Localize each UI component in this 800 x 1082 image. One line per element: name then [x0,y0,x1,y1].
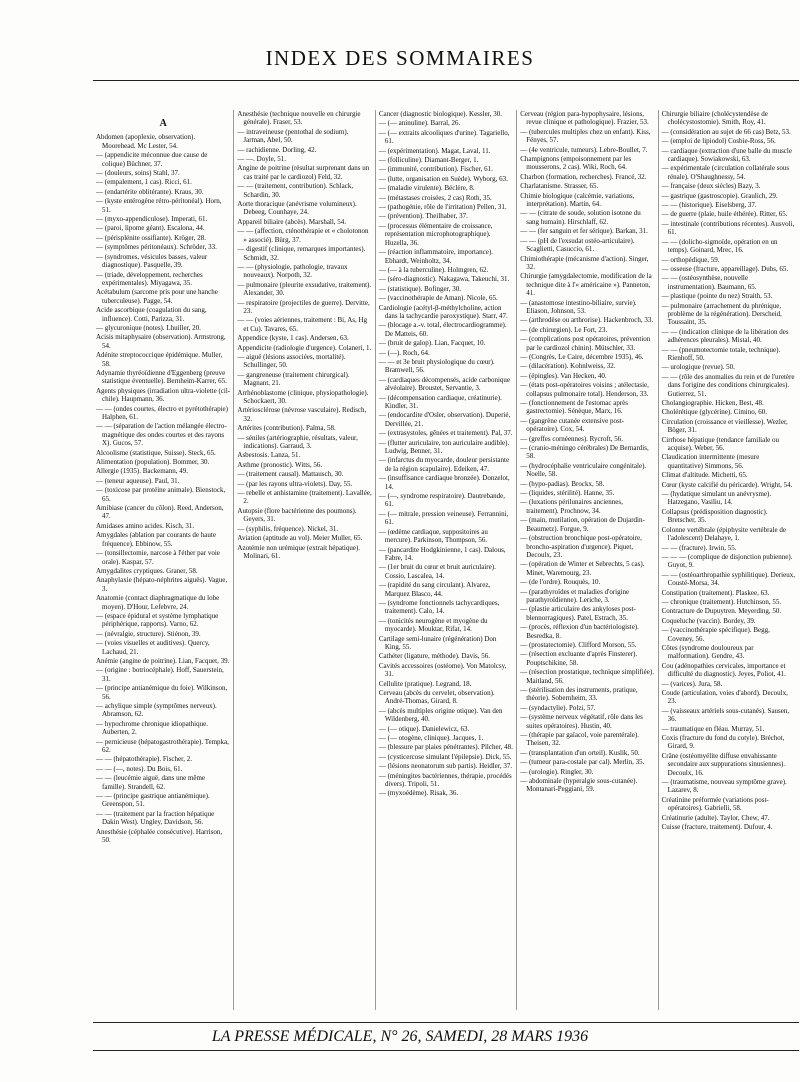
index-entry: Anémie (angine de poitrine). Lian, Facquet, 39. [96,656,230,665]
index-entry: — (liquides, stérilité). Hanne, 35. [520,489,615,498]
index-entry: — aiguë (lésions associées, mortalité). Schullinger, 50. [237,352,346,370]
index-entry: — (épingles). Van Hecken, 40. [520,371,607,380]
index-entry: — (— extraits alcooliques d'urine). Tagariello, 61. [378,128,510,146]
index-entry: — (triade, développement, recherches expérimentales). Miyagawa, 35. [96,270,203,287]
index-entry: — (infarctus du myocarde, douleur persistante de la région scapulaire). Edeiken, 47. [378,456,510,473]
index-entry: Aorte thoracique (anévrisme volumineux). Debeeg, Counhaye, 24. [237,200,357,217]
index-entry: Coxis (fracture du fond du cotyle). Bréchot, Girard, 9. [661,734,785,751]
index-entry: — (périsplénite ossifiante). Kröger, 28. [96,233,206,242]
index-entry: Anesthésie (céphalée consécutive). Harrison, 50. [96,827,223,845]
index-entry: — (symptômes péritonéaux). Schröder, 33. [96,243,217,252]
index-entry: — — (dolicho-sigmoïde, opération en un temps). Goinard, Mrec, 16. [661,237,778,255]
index-entry: — (urologie). Ringler, 30. [520,767,594,776]
index-entry: — (varices). Jura, 58. [661,679,723,688]
index-entry: Angine de poitrine (résultat surprenant dans un cas traité par le cardiozol) Feld, 32. [237,164,370,181]
index-entry: Acétabulum (sarcome pris pour une hanche tuberculeuse). Pagge, 54. [96,288,218,305]
index-entry: — — (voies aériennes, traitement : Bi, As, Hg et Cu). Tavares, 65. [237,316,368,333]
index-entry: — — (pH de l'exsudat ostéo-articulaire). Scaglietti, Casuccio, 61. [520,236,635,254]
index-entry: — (anastomose intestino-biliaire, survie). Eliason, Johnson, 53. [520,298,637,315]
index-entry: — (dilacération). Kohnlweiss, 32. [520,362,616,371]
index-entry: — (hypo-padias). Brockx, 58. [520,479,605,488]
index-entry: — (— mitrale, pression veineuse). Ferrannini, 61. [378,509,509,527]
index-entry: — osseuse (fracture, appareillage). Dubs, 65. [661,264,789,273]
index-entry: Chirurgie (amygdalectomie, modification de la technique dite à l'« américaine »). Panneton, 41. [520,272,652,298]
index-entry: — — (rôle des anomalies du rein et de l'uretère dans l'origine des conditions chirurgicales). Gutierrez, 51. [661,372,795,398]
index-entry: — (main, mutilation, opération de Dujardin-Beaumetz). Forgue, 9. [520,516,645,533]
index-entry: — (— otique). Danielewicz, 63. [378,724,470,733]
index-entry: Adénite streptococcique épidémique. Muller, 58. [96,351,223,368]
index-entry: — intestinale (contributions récentes). Ausvoli, 61. [661,219,795,237]
index-entry: — (obstruction bronchique post-opératoire, broncho-aspiration d'urgence). Piquet, Decoulx, 23. [520,534,642,559]
index-entry: Alcoolisme (statistique, Suisse). Steck, 65. [96,448,216,457]
index-entry: — (principe antianémique du foie). Wilkinson, 56. [96,684,228,701]
index-entry: — séniles (artériographie, résultats, valeur, indications). Garraud, 3. [237,433,358,451]
index-entry: — (transplantation d'un orteil). Kuslik, 50. [520,748,640,757]
index-entry: Cholérétique (glycérine). Cimino, 60. [661,408,767,417]
index-entry: Arrhénoblastome (clinique, physiopathologie). Schockaert, 30. [237,388,369,405]
index-entry: Créatinurie (adulte). Taylor, Chew, 47. [661,813,770,822]
index-entry: — (méningites bactériennes, thérapie, procédés divers). Tripoli, 51. [378,771,512,789]
index-column [516,110,657,1010]
index-entry: Coude (articulation, voies d'abord). Decoulx, 23. [661,689,788,706]
index-entry: — (4e ventricule, tumeurs). Lebre-Boullet, 7. [520,145,648,154]
index-entry: — (fonctionnement de l'estomac après gastrectomie). Sénèque, Marx, 16. [520,399,628,416]
index-entry: Coqueluche (vaccin). Bordey, 39. [661,616,756,625]
index-entry: — (prévention). Theilhaber, 37. [378,212,468,221]
index-entry: Cirrhose hépatique (tendance familiale ou acquise). Weber, 56. [661,435,780,453]
index-entry: — (considération au sujet de 66 cas) Betz, 53. [661,127,791,136]
index-entry: — (hydrocéphalie ventriculaire congénitale). Noelle, 58. [520,461,647,479]
index-entry: Appendice (kyste, 1 cas). Andersen, 63. [237,334,349,343]
index-entry: — — (pneumotectomie totale, technique). Rienhoff, 50. [661,345,781,362]
index-entry: — (séro-diagnostic). Nakagawa, Takeuchi, 31. [378,275,510,284]
index-entry: — pulmonaire (pleurite exsudative, traitement). Alexander, 30. [237,280,372,298]
index-entry: Cancer (diagnostic biologique). Kessler, 30. [378,110,502,118]
index-entry: — (procès, réflexion d'un bactériologiste). Besredka, 8. [520,623,639,640]
index-entry: Aviation (aptitude au vol). Meier Muller, 65. [237,534,363,543]
index-entry: — (—). Roch, 64. [378,348,430,357]
index-entry: — (système nerveux végétatif, rôle dans les suites opératoires). Hustin, 40. [520,713,643,730]
index-entry: Asbestosis. Lanza, 51. [237,451,301,460]
index-entry: — (traumatisme, nouveau symptôme grave). Lazarev, 8. [661,778,787,795]
index-entry: — (folliculine). Diamant-Berger, 1. [378,156,479,165]
index-entry: — (blocage a.-v. total, électrocardiogramme). De Matteis, 60. [378,321,507,338]
index-entry: — expérimentale (circulation collatérale sous rénale). O'Shaughnessy, 54. [661,164,790,181]
index-entry: — (résection excluante d'après Finsterer). Pouptschikine, 58. [520,650,638,667]
index-entry: — (espace épidural et système lymphatique périphérique, rapports). Varno, 62. [96,611,219,629]
index-entry: — (—, syndrome respiratoire). Dautrebande, 61. [378,492,505,509]
index-entry: — rachidienne. Dorling, 42. [237,145,317,154]
index-entry: — — (leucémie aiguë, dans une même famille). Strandell, 62. [96,774,206,791]
index-entry: — — — (complique de disjonction pubienne). Guyot, 9. [661,552,793,570]
index-entry: Cathéter (ligature, méthode). Davis, 56. [378,652,490,661]
index-entry: — (1er bruit du cœur et bruit auriculaire). Cossio, Lascalea, 14. [378,563,496,580]
index-entry: — (paroi, lipome géant). Escalona, 44. [96,224,205,233]
index-entry: Cerveau (abcès du cervelet, observation). André-Thomas, Girard, 8. [378,689,495,706]
index-entry: — (pathogénie, rôle de l'irritation) Pellen, 31. [378,203,507,212]
index-entry: — (cranio-méningo cérébrales) De Bernardis, 58. [520,444,649,461]
index-entry: — abdominale (hyperalgie sous-cutanée). Montanari-Peggiani, 59. [520,777,638,794]
index-entry: — (métastases croisées, 2 cas) Roth, 35. [378,193,492,202]
index-entry: Cholangiographie. Hicken, Best, 48. [661,399,764,407]
index-entry: — (myxoédème). Risak, 36. [378,789,459,798]
index-entry: — (endocardite d'Osler, observation). Duperié, Dervillée, 21. [378,411,511,428]
index-entry: Azotémie non urémique (extrait hépatique). Molinari, 61. [237,543,361,560]
index-entry: — (greffes cornéennes). Rycroft, 56. [520,434,624,443]
index-entry: Autopsie (flore bactérienne des poumons). Geyers, 31. [237,506,357,524]
index-entry: — pernicieuse (hépatogastrothérapie). Tempka, 62. [96,737,229,755]
index-entry: — (rapidité du sang circulant). Alvarez, Marquez Blasco, 44. [378,581,491,598]
index-entry: Cœur (kyste calcifié du péricarde). Wright, 54. [661,480,793,489]
index-entry: — (hydatique simulant un anévrysme). Hatzegano, Vasiliu, 14. [661,490,772,507]
index-entry: — (immunité, contribution). Fischer, 61. [378,165,493,174]
index-entry: — (de l'ordre). Rouquès, 10. [520,578,601,587]
index-entry: Amidases amino acides. Kisch, 31. [96,521,195,530]
index-entry: Climat d'altitude. Michetti, 65. [661,471,748,480]
index-entry: — cardiaque (extraction d'une balle du muscle cardiaque). Sowiakowski, 63. [661,146,792,164]
index-entry: Charbon (formation, recherches). Francé, 32. [520,172,647,181]
footer-caption: LA PRESSE MÉDICALE, N° 26, SAMEDI, 28 MARS 1936 [211,1028,589,1045]
index-entry: Cellulite (pratique). Legrand, 18. [378,679,472,688]
index-entry: — (flutter auriculaire, ton auriculaire audible). Ludwig, Benner, 31. [378,438,510,456]
index-entry: — (lutte, organisation en Suède). Wyborg, 63. [378,174,508,183]
index-entry: Anatomie (contact diaphragmatique du lobe moyen). D'Hour, Lefebvre, 24. [96,594,220,611]
index-entry: — (appendicite méconnue due cause de colique) Büchner, 37. [96,151,208,168]
index-entry: — (blessure par plaies pénétrantes). Pilcher, 48. [378,743,513,752]
index-entry: — — (ondes courtes, électro et pyrétothérapie) Halphen, 61. [96,404,228,421]
index-entry: Abdomen (apoplexie, observation). Moorehead. Mc Lester, 54. [96,133,196,150]
index-entry: — — (citrate de soude, solution isotone du sang humain). Hirschlaff, 62. [520,209,641,226]
index-entry: Champignons (empoisonnement par les mousserons, 2 cas). Wiki, Roch, 64. [520,155,632,172]
index-entry: Asthme (pronostic). Witts, 56. [237,460,323,469]
index-entry: — (expérimentation). Magat, Laval, 11. [378,146,491,155]
index-entry: — (traitement causal). Mattausch, 30. [237,470,344,479]
index-entry: — (syndromes, vésicules basses, valeur diagnostique). Pasquelle, 39. [96,252,208,270]
index-entry: — (extrasystoles, gênées et traitement). Pal, 37. [378,429,513,438]
index-entry: Chirurgie biliaire (cholécystendèse de cholécystostomie). Smith, Roy, 41. [661,110,768,127]
index-entry: — (gangrène cutanée extensive post-opératoire). Cox, 54. [520,416,625,434]
index-entry: — intraveineuse (pentothal de sodium). Jarman, Abel, 50. [237,127,349,145]
index-entry: — digestif (clinique, remarques importantes). Schmidt, 32. [237,245,366,262]
index-entry: — (processus élémentaire de croissance, représentation microphotographique). Huzella, 36. [378,221,493,247]
index-entry: Amygdales (ablation par courants de haute fréquence). Ebbinow, 55. [96,531,216,548]
index-entry: — plastique (pointe du nez) Straith, 53. [661,292,773,301]
index-entry: — (décompensation cardiaque, créatinurie). Kindler, 31. [378,393,502,410]
index-entry: — orthopédique, 59. [661,255,720,264]
index-columns [93,110,799,1010]
index-entry: Côtes (syndrome douloureux par malformation). Gendre, 43. [661,643,754,661]
index-entry: — —. Doyle, 51. [237,155,287,164]
index-entry: — (de chirurgien). Le Fort, 23. [520,325,608,334]
index-entry: Cartilage semi-lunaire (régénération) Don King, 55. [378,634,497,651]
index-entry: — (cysticercose simulant l'épilepsie). Dick, 55. [378,752,512,761]
index-entry: — (prostatectomie). Clifford Morson, 55. [520,640,637,649]
index-entry: — (empalement, 1 cas). Ricci, 61. [96,178,192,187]
index-entry: Appareil biliaire (abcès). Marshall, 54. [237,217,347,226]
index-entry: Cardiologie (acétyl-β-méthylcholine, action dans la tachycardie paroxystique). Starr, 47. [378,303,508,320]
index-entry: Crâne (ostéomyélite diffuse envahissante secondaire aux suppurations sinusiennes). Decoulx, 16. [661,751,786,777]
index-entry: Acide ascorbique (coagulation du sang, influence). Cotti, Parizza, 31. [96,306,207,323]
index-entry: — (endartérite oblitérante). Kraus, 30. [96,187,204,196]
index-entry: — (— à la tuberculine). Holmgren, 62. [378,265,489,274]
index-entry: — (complications post opératoires, prévention par le cardiozol chinin). Mütschler, 33. [520,335,651,352]
index-entry: Artériosclérose (névrose vasculaire). Redisch, 32. [237,406,367,423]
index-entry: — (opération de Winter et Sebrechts, 5 cas). Minet, Waremourg, 23. [520,560,645,577]
index-entry: — respiratoire (projectiles de guerre). Dervitte, 23. [237,298,370,315]
index-entry: — — (traitement par la fraction hépatique Dakin West). Ungley, Davidson, 56. [96,809,215,827]
index-entry: — française (deux siècles) Bazy, 3. [661,182,761,191]
index-entry: — (tonsillectomie, narcose à l'éther par voie orale). Kaspar, 57. [96,549,220,566]
index-entry: Cavités accessoires (ostéome). Von Matolcsy, 31. [378,661,507,679]
index-entry: — (plastie articulaire des ankyloses post-blennorragiques). Patel, Estrach, 35. [520,605,636,622]
index-entry: Appendicite (radiologie d'urgence). Colaneri, 1. [237,343,372,352]
index-entry: Adynamie thyréoïdienne d'Eggenberg (preuve statistique éventuelle). Bernheim-Karrer, 65. [96,368,227,386]
index-entry: — (syndactylie). Polzi, 57. [520,703,596,712]
footer-rule-bottom [93,1050,799,1051]
index-entry: — — (principe gastrique antianémique). Greenspon, 51. [96,792,210,809]
index-entry: — (résection prostatique, technique simplifiée). Maitland, 56. [520,668,654,685]
index-entry: — achylique simple (symptômes nerveux). Abramson, 62. [96,702,217,719]
index-entry: — (arthrodèse ou arthrorise). Hackenbroch, 33. [520,316,654,325]
index-entry: Circulation (croissance et vieillesse). Wezler, Böger, 31. [661,417,788,435]
index-entry: — (bruit de galop). Lian, Facquet, 10. [378,339,486,348]
index-entry: — (thérapie par gaïacol, voie parentérale). Theisen, 32. [520,731,639,748]
index-entry: — (vaisseaux artériels sous-cutanés). Sausen, 36. [661,706,790,724]
index-entry: — gastrique (gastroscopie). Graulich, 29. [661,191,778,200]
index-entry: — — (ostéosynthèse, nouvelle instrumentation). Baumann, 65. [661,274,757,291]
index-entry: — (voies visuelles et auditives). Quercy, Lachaud, 21. [96,639,210,656]
index-entry: — (parathyroïdes et maladies d'origine parathyroïdienne). Leriche, 3. [520,587,630,604]
index-entry: — — (fracture). Irwin, 55. [661,543,737,552]
index-entry: Chimiothérapie (mécanisme d'action). Singer, 32. [520,254,649,271]
index-entry: Constipation (traitement). Plaskee, 63. [661,588,770,597]
index-entry: Artérites (contribution). Palma, 58. [237,424,336,433]
index-entry: Chimie biologique (calcémie, variations, interprétation). Martin, 64. [520,191,635,209]
index-entry: — (tonicités neurogène et myogène du myocarde). Mouktar, Rifat, 14. [378,616,488,634]
index-entry: Cerveau (région para-hypophysaire, lésions, revue clinique et pathologique). Frazier, 53. [520,110,649,127]
index-entry: — rebelle et anhistamine (traitement). Lavallée, 2. [237,489,372,506]
index-entry: — — (fer sanguin et fer sérique). Barkan, 31. [520,227,648,236]
index-entry: — (— otogène, clinique). Jacques, 1. [378,734,484,743]
index-entry: — hypochrome chronique idiopathique. Auberten, 2. [96,719,208,737]
index-entry: Colonne vertébrale (épiphysite vertébrale de l'adolescent) Delahaye, 1. [661,525,787,543]
index-entry: — (œdème cardiaque, suppositoires au mercure). Parkinson, Thompson, 56. [378,527,488,545]
index-entry: — (abcès multiples origine otique). Van den Wildenberg, 40. [378,706,503,724]
index-entry: — (emploi de lipiodol) Cosbie-Ross, 56. [661,137,776,146]
index-entry: — (kyste entérogène rétro-péritonéal). Horn, 51. [96,197,222,214]
title-rule [93,80,799,81]
index-entry: — (teneur aqueuse). Paul, 31. [96,476,180,485]
index-column [93,110,233,1010]
index-entry: — (luxations périlunaires anciennes, traitement). Prochnow, 34. [520,498,623,515]
index-entry: Cou (adénopathies cervicales, importance et difficulté du diagnostic). Jeyes, Poliot, 41. [661,661,786,679]
index-entry: — — (séparation de l'action mélangée électro-magnétique des ondes courtes et des rayons X). Gucos, 57. [96,422,227,448]
index-entry: — pulmonaire (arrachement du phrénique, problème de la régénération). Derscheid, Toussaint, 35. [661,301,782,327]
index-entry: — (vaccinothérapie spécifique). Begg, Coveney, 56. [661,626,770,643]
index-entry: — (douleurs, soins) Stahl, 37. [96,169,180,178]
index-column [233,110,374,1010]
index-entry: — (tumeur para-costale par cal). Merlin, 35. [520,758,645,767]
index-entry: — glycuronique (notes). Lhuiller, 20. [96,323,201,332]
index-entry: — — (historique). Eiselsberg, 37. [661,201,757,210]
index-entry: — (réaction inflammatoire, importance). Ebhardt, Weinholtz, 34. [378,248,493,265]
index-entry: — — (affection, cténothérapie et « cholotonon » associé). Bürg, 37. [237,227,369,244]
index-entry: Alimentation (population). Bommer, 30. [96,458,210,467]
index-column [658,110,799,1010]
index-entry: — — et 3e bruit physiologique du cœur). Bramwell, 56. [378,357,495,375]
index-entry: — (maladie virulente). Béclère, 8. [378,184,475,193]
index-entry: — (stérilisation des instruments, pratique, théorie). Sobernheim, 33. [520,686,638,703]
index-entry: — (insuffisance cardiaque bronzée). Donzelot, 14. [378,474,510,491]
index-entry: — — (physiologie, pathologie, travaux nouveaux). Norpoth, 32. [237,262,348,280]
index-entry: — (cardiaques décompensés, acide carbonique alvéolaire). Broustet, Servantie, 3. [378,375,511,393]
section-letter: A [159,118,167,129]
index-entry: Agents physiques (irradiation ultra-violette (cil-chile). Haupmann, 36. [96,386,231,404]
index-entry: Acisis mitaphysaire (observation). Armstrong, 54. [96,333,226,350]
index-entry: — (origine : botriocéphale). Hoff, Sauerstein, 31. [96,666,224,683]
index-entry: Cuisse (fracture, traitement). Dufour, 4. [661,823,773,832]
index-entry: Anaphylaxie (hépato-néphrites aiguës). Vague, 3. [96,576,228,593]
index-entry: Claudication intermittente (mesure quantitative) Simmons, 56. [661,453,760,470]
index-entry: — (syndrome fonctionnels tachycardiques, traitement). Calo, 14. [378,598,500,616]
index-entry: — (tubercules multiples chez un enfant). Kiss, Fényes, 57. [520,127,651,145]
index-entry: — (statistique). Bofinger, 30. [378,284,461,293]
index-entry: Anesthésie (technique nouvelle en chirurgie générale). Fraser, 53. [237,110,361,127]
index-entry: — — (ostéoarthropathie syphilitique). Derieux, Cousté-Morsa, 34. [661,570,795,588]
index-entry: Amygdalites cryptiques. Graner, 58. [96,566,198,575]
index-entry: — (syphilis, fréquence). Nickel, 31. [237,524,339,533]
footer-rule [93,1022,799,1023]
index-entry: — (lésions neonatorum sub partis). Heidler, 37. [378,762,513,771]
index-entry: — chronique (traitement). Hutchinson, 55. [661,597,782,606]
index-entry: — — (hépatothérapie). Fischer, 2. [96,755,192,764]
index-entry: — (pancardite Hodgkinienne, 1 cas). Dalous, Fabre, 14. [378,545,506,562]
index-entry: — (névralgie, structure). Stiénon, 39. [96,629,201,638]
index-entry: — (toxicose par protéine animale). Bienstock, 65. [96,486,226,503]
index-entry: — (— aninuline). Barral, 26. [378,119,461,128]
index-entry: Amibiase (cancer du côlon). Reed, Anderson, 47. [96,504,224,521]
index-entry: — traumatique en fléau. Murray, 51. [661,724,765,733]
index-entry: — gangreneuse (traitement chirurgical). Magnant, 21. [237,370,350,388]
index-entry: Créatinine préformée (variations post-opératoires). Gabrielli, 58. [661,795,769,813]
index-entry: — — (indication clinique de la libération des adhérences pleurales). Mistal, 40. [661,327,789,345]
index-entry: Collapsus (prédisposition diagnostic). Bretscher, 35. [661,507,768,525]
index-entry: — (par les rayons ultra-violets). Day, 55. [237,479,353,488]
index-entry: — (états post-opératoires voisins ; atélectasie, collapsus pulmonaire total). Henderson, 33. [520,381,649,398]
index-entry: — urologique (revue). 50. [661,363,735,372]
index-entry: Charlatanisme. Strasser, 65. [520,182,599,191]
index-entry: Allergie (1935). Backemann, 49. [96,467,189,476]
index-entry: — — (traitement, contribution). Schlack, Schardin, 30. [237,182,354,199]
index-column [375,110,516,1010]
index-entry: — (myxo-appendiculose). Imperati, 61. [96,215,208,224]
page-title: INDEX DES SOMMAIRES [265,46,535,70]
index-entry: — (vaccinothérapie de Aman). Nicole, 65. [378,294,498,303]
index-entry: Contracture de Dupuytren. Meyerding, 50. [661,607,782,616]
index-entry: — de guerre (plaie, huile éthérée). Ritter, 65. [661,210,788,219]
index-entry: — (Congrès, Le Caire, décembre 1935), 46. [520,352,644,361]
index-entry: — — (—, notes). Du Bois, 61. [96,764,183,773]
